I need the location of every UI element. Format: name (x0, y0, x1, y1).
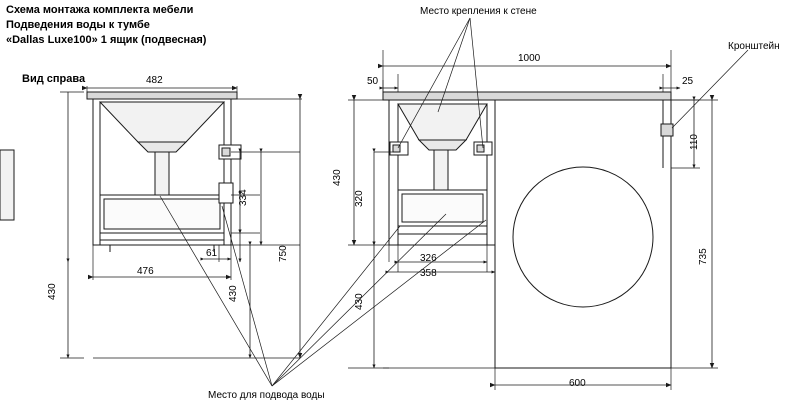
dim-600: 600 (569, 378, 586, 389)
dim-334: 334 (238, 189, 249, 206)
label-water-supply: Место для подвода воды (208, 390, 325, 401)
dim-25: 25 (682, 76, 694, 87)
title-line-1: Схема монтажа комплекта мебели (6, 4, 194, 16)
dim-110: 110 (689, 134, 700, 150)
title-line-2: Подведения воды к тумбе (6, 19, 150, 31)
dim-430-lower: 430 (228, 285, 239, 302)
dim-430-left: 430 (47, 283, 58, 300)
dim-482: 482 (146, 75, 163, 86)
dim-326: 326 (420, 253, 437, 264)
dim-735: 735 (698, 248, 709, 265)
dim-476: 476 (137, 266, 154, 277)
dim-430-bottom: 430 (354, 293, 365, 310)
left-view-cabinet (87, 92, 241, 252)
title-line-3: «Dallas Luxe100» 1 ящик (подвесная) (6, 34, 207, 46)
dim-358: 358 (420, 268, 437, 279)
dim-50: 50 (367, 76, 379, 87)
dim-1000: 1000 (518, 53, 541, 64)
leader-bracket (672, 50, 748, 128)
label-wall-mount: Место крепления к стене (420, 6, 537, 17)
dim-750: 750 (278, 245, 289, 262)
dim-320: 320 (354, 190, 365, 207)
dim-61: 61 (206, 248, 218, 259)
label-view-right: Вид справа (22, 73, 86, 85)
dim-430-top: 430 (332, 169, 343, 186)
label-bracket: Кронштейн (728, 41, 780, 52)
